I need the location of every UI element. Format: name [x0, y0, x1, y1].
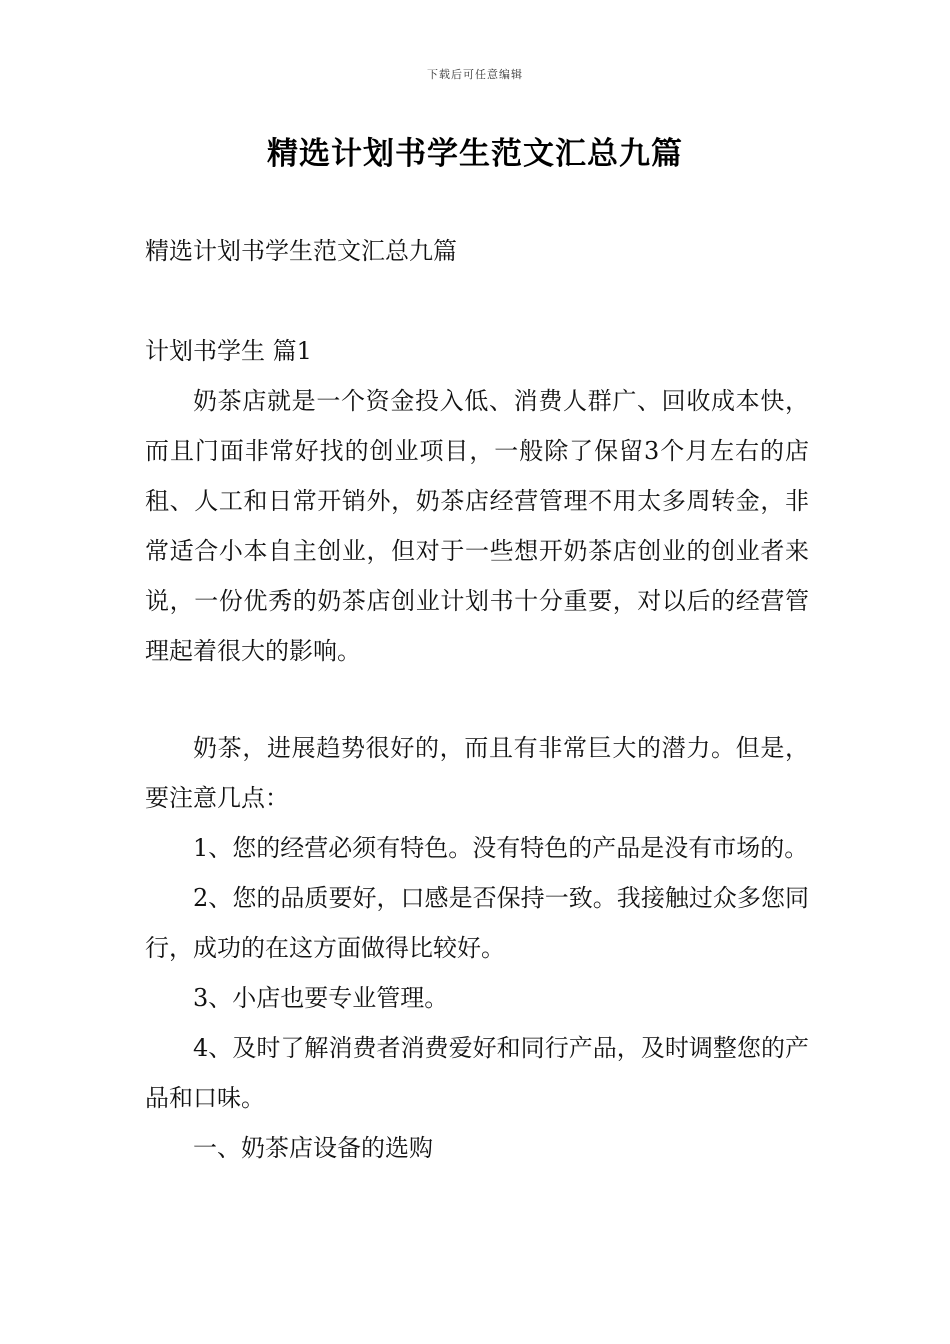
subtitle-text: 精选计划书学生范文汇总九篇: [145, 237, 457, 265]
document-title: 精选计划书学生范文汇总九篇: [267, 136, 683, 172]
subsection-heading: 一、奶茶店设备的选购: [193, 1134, 433, 1162]
section-heading: [145, 326, 809, 376]
tips-list: [145, 823, 809, 1173]
page-header-note: 下载后可任意编辑: [427, 68, 523, 81]
document-subtitle: [145, 226, 809, 276]
paragraph-trend: [145, 723, 809, 823]
section-heading-text: 计划书学生 篇1: [145, 337, 312, 365]
list-item: 3、小店也要专业管理。: [193, 984, 449, 1012]
paragraph-text: 奶茶，进展趋势很好的，而且有非常巨大的潜力。但是，要注意几点：: [145, 734, 809, 812]
list-item: 1、您的经营必须有特色。没有特色的产品是没有市场的。: [193, 834, 809, 862]
list-item: 2、您的品质要好，口感是否保持一致。我接触过众多您同行，成功的在这方面做得比较好。: [145, 884, 809, 962]
paragraph-text: 奶茶店就是一个资金投入低、消费人群广、回收成本快，而且门面非常好找的创业项目，一般除了保留3个月左右的店租、人工和日常开销外，奶茶店经营管理不用太多周转金，非常适合小本自主创业，但对于一些想开奶茶店创业的创业者来说，一份优秀的奶茶店创业计划书十分重要，对以后的经营管理起着很大的影响。: [145, 387, 809, 665]
paragraph-intro: [145, 376, 809, 676]
list-item: 4、及时了解消费者消费爱好和同行产品，及时调整您的产品和口味。: [145, 1034, 809, 1112]
